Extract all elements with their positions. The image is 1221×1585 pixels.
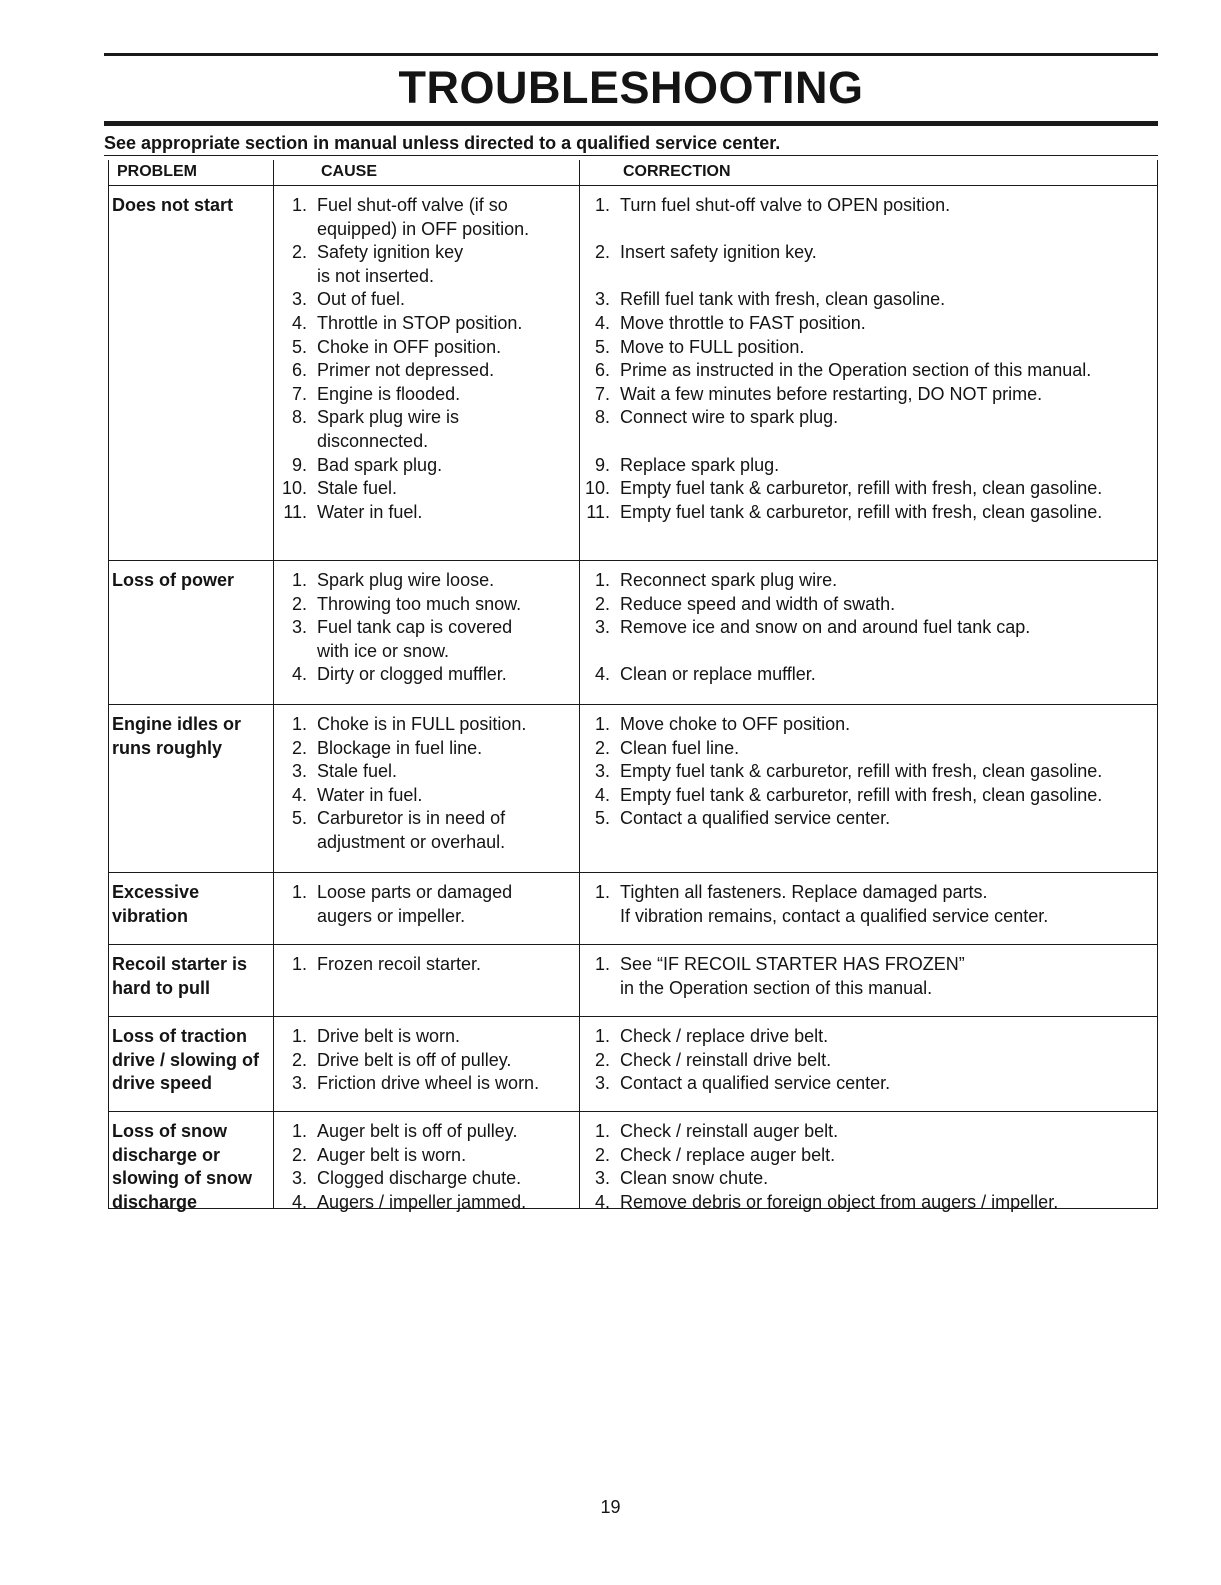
cause-number: 2.	[291, 593, 307, 614]
cause-item	[281, 663, 576, 687]
cause-number	[281, 218, 317, 242]
table-row	[108, 873, 1158, 945]
correction-column	[584, 569, 1159, 687]
cause-text: augers or impeller.	[317, 905, 466, 926]
correction-text: Remove debris or foreign object from augers / impeller.	[620, 1191, 1059, 1212]
correction-item	[584, 713, 1159, 737]
correction-number	[584, 265, 620, 289]
correction-item	[584, 265, 1159, 289]
cause-number: 1.	[291, 1121, 307, 1141]
correction-text: Check / reinstall drive belt.	[620, 1049, 832, 1070]
cause-item	[281, 501, 576, 525]
correction-text: Empty fuel tank & carburetor, refill with fresh, clean gasoline.	[620, 501, 1103, 522]
cause-item	[281, 406, 576, 430]
correction-text: Clean fuel line.	[620, 737, 740, 758]
correction-item	[584, 454, 1159, 478]
cause-text: Auger belt is worn.	[317, 1144, 467, 1165]
subtitle: See appropriate section in manual unless directed to a qualified service center.	[104, 133, 781, 153]
column-divider	[579, 705, 580, 872]
cause-column	[281, 953, 576, 977]
cause-column	[281, 713, 576, 855]
table-row	[108, 1017, 1158, 1112]
correction-number: 2.	[594, 737, 610, 758]
correction-number: 6.	[594, 360, 610, 381]
correction-item	[584, 406, 1159, 430]
cause-item	[281, 760, 576, 784]
cause-item	[281, 784, 576, 808]
correction-text: Clean snow chute.	[620, 1168, 769, 1189]
column-divider	[273, 186, 274, 560]
correction-number: 4.	[594, 784, 610, 805]
correction-item	[584, 1167, 1159, 1191]
correction-text: Empty fuel tank & carburetor, refill with fresh, clean gasoline.	[620, 784, 1103, 805]
correction-column	[584, 953, 1159, 1000]
cause-item	[281, 336, 576, 360]
correction-text: Refill fuel tank with fresh, clean gasoline.	[620, 289, 946, 310]
correction-text: Replace spark plug.	[620, 454, 780, 475]
correction-number: 7.	[594, 383, 610, 404]
column-divider	[579, 160, 580, 185]
correction-number: 1.	[594, 1026, 610, 1046]
cause-text: Out of fuel.	[317, 289, 406, 310]
header-problem: PROBLEM	[117, 163, 197, 180]
column-divider	[579, 561, 580, 704]
correction-text: Move choke to OFF position.	[620, 714, 851, 734]
troubleshooting-table	[108, 160, 1158, 1212]
correction-item	[584, 640, 1159, 664]
correction-item	[584, 737, 1159, 761]
correction-text	[620, 218, 1159, 242]
correction-text	[620, 430, 1159, 454]
correction-item	[584, 569, 1159, 593]
cause-text: Fuel tank cap is covered	[317, 617, 513, 638]
column-divider	[579, 945, 580, 1016]
correction-text: Connect wire to spark plug.	[620, 407, 839, 428]
correction-item	[584, 977, 1159, 1001]
cause-text: Carburetor is in need of	[317, 808, 506, 829]
cause-item	[281, 359, 576, 383]
cause-text: Choke in OFF position.	[317, 336, 502, 357]
cause-number: 2.	[291, 242, 307, 263]
cause-number: 2.	[291, 1049, 307, 1070]
correction-item	[584, 1072, 1159, 1096]
cause-number	[281, 430, 317, 454]
cause-item	[281, 383, 576, 407]
correction-column	[584, 1025, 1159, 1096]
cause-number: 1.	[291, 570, 307, 590]
cause-text: Water in fuel.	[317, 501, 423, 522]
cause-number: 1.	[291, 1026, 307, 1046]
cause-item	[281, 569, 576, 593]
cause-number: 7.	[291, 383, 307, 404]
correction-item	[584, 616, 1159, 640]
correction-number: 3.	[594, 289, 610, 310]
cause-text: Bad spark plug.	[317, 454, 443, 475]
correction-item	[584, 1049, 1159, 1073]
column-divider	[273, 1112, 274, 1208]
header-correction: CORRECTION	[623, 163, 731, 180]
table-row	[108, 1112, 1158, 1212]
cause-text: Water in fuel.	[317, 784, 423, 805]
problem-label: Excessive vibration	[112, 882, 200, 926]
cause-number	[281, 265, 317, 289]
cause-number: 1.	[291, 714, 307, 734]
cause-text: Drive belt is worn.	[317, 1026, 461, 1046]
cause-item	[281, 1049, 576, 1073]
cause-number: 8.	[291, 407, 307, 428]
cause-number: 3.	[291, 289, 307, 310]
header-cause: CAUSE	[321, 163, 378, 180]
problem-label: Loss of snow discharge or slowing of snow discharge	[112, 1121, 252, 1212]
column-divider	[579, 873, 580, 944]
cause-text: Friction drive wheel is worn.	[317, 1073, 540, 1094]
correction-text: Turn fuel shut-off valve to OPEN position.	[620, 195, 951, 215]
cause-text: Frozen recoil starter.	[317, 954, 482, 974]
cause-number: 4.	[291, 784, 307, 805]
correction-number: 1.	[594, 195, 610, 215]
table-body	[108, 186, 1158, 1212]
correction-item	[584, 312, 1159, 336]
cause-item	[281, 312, 576, 336]
cause-item	[281, 593, 576, 617]
correction-number: 8.	[594, 407, 610, 428]
column-divider	[579, 186, 580, 560]
correction-item	[584, 241, 1159, 265]
correction-number: 3.	[594, 1168, 610, 1189]
correction-item	[584, 784, 1159, 808]
cause-text: with ice or snow.	[317, 640, 450, 661]
cause-text: equipped) in OFF position.	[317, 218, 530, 239]
column-divider	[273, 945, 274, 1016]
correction-number	[584, 430, 620, 454]
correction-item	[584, 760, 1159, 784]
cause-text: Choke is in FULL position.	[317, 714, 527, 734]
cause-item	[281, 218, 576, 242]
cause-number: 5.	[291, 336, 307, 357]
correction-number: 1.	[594, 570, 610, 590]
correction-text: Reconnect spark plug wire.	[620, 570, 838, 590]
cause-number: 2.	[291, 1144, 307, 1165]
column-divider	[273, 561, 274, 704]
cause-item	[281, 737, 576, 761]
cause-item	[281, 430, 576, 454]
cause-number: 6.	[291, 360, 307, 381]
cause-number: 4.	[291, 664, 307, 685]
cause-item	[281, 194, 576, 218]
correction-item	[584, 881, 1159, 905]
correction-item	[584, 1025, 1159, 1049]
correction-text: See “IF RECOIL STARTER HAS FROZEN”	[620, 954, 965, 974]
correction-item	[584, 359, 1159, 383]
correction-text: Empty fuel tank & carburetor, refill with fresh, clean gasoline.	[620, 761, 1103, 782]
correction-number: 4.	[594, 312, 610, 333]
cause-number: 3.	[291, 1073, 307, 1094]
cause-text: Stale fuel.	[317, 761, 398, 782]
cause-number: 4.	[291, 312, 307, 333]
correction-text: Check / replace drive belt.	[620, 1026, 829, 1046]
cause-text: Throwing too much snow.	[317, 593, 522, 614]
correction-number: 1.	[594, 714, 610, 734]
cause-text: Engine is flooded.	[317, 383, 461, 404]
correction-item	[584, 1120, 1159, 1144]
cause-text: Blockage in fuel line.	[317, 737, 483, 758]
cause-number: 1.	[291, 195, 307, 215]
cause-item	[281, 1167, 576, 1191]
cause-text: is not inserted.	[317, 265, 435, 286]
cause-item	[281, 241, 576, 265]
cause-text: Dirty or clogged muffler.	[317, 664, 507, 685]
cause-item	[281, 265, 576, 289]
cause-text: Primer not depressed.	[317, 360, 495, 381]
correction-number: 3.	[594, 617, 610, 638]
cause-column	[281, 569, 576, 687]
correction-item	[584, 807, 1159, 831]
correction-text: Move to FULL position.	[620, 336, 805, 357]
correction-number: 1.	[594, 882, 610, 902]
correction-number	[584, 640, 620, 664]
cause-column	[281, 1025, 576, 1096]
cause-text: Auger belt is off of pulley.	[317, 1121, 518, 1141]
cause-column	[281, 881, 576, 928]
top-rule	[104, 53, 1158, 56]
cause-item	[281, 905, 576, 929]
correction-item	[584, 194, 1159, 218]
correction-number: 3.	[594, 1073, 610, 1094]
correction-item	[584, 663, 1159, 687]
cause-item	[281, 1072, 576, 1096]
table-row	[108, 561, 1158, 705]
column-divider	[273, 160, 274, 185]
correction-item	[584, 477, 1159, 501]
cause-item	[281, 713, 576, 737]
correction-text	[620, 640, 1159, 664]
problem-label: Engine idles or runs roughly	[112, 714, 242, 758]
cause-text: Spark plug wire loose.	[317, 570, 495, 590]
column-divider	[579, 1017, 580, 1111]
table-row	[108, 705, 1158, 873]
correction-text: Clean or replace muffler.	[620, 664, 816, 685]
cause-item	[281, 1191, 576, 1215]
correction-text: Reduce speed and width of swath.	[620, 593, 896, 614]
cause-number: 3.	[291, 617, 307, 638]
correction-text: Contact a qualified service center.	[620, 1073, 891, 1094]
correction-column	[584, 1120, 1159, 1214]
cause-text: Stale fuel.	[317, 478, 398, 499]
cause-item	[281, 881, 576, 905]
page-title: TROUBLESHOOTING	[398, 62, 864, 113]
column-divider	[273, 705, 274, 872]
correction-item	[584, 218, 1159, 242]
problem-label: Loss of traction drive / slowing of drive speed	[112, 1026, 260, 1094]
correction-item	[584, 288, 1159, 312]
correction-text: Tighten all fasteners. Replace damaged parts.	[620, 882, 988, 902]
correction-number: 2.	[594, 593, 610, 614]
cause-item	[281, 640, 576, 664]
problem-label: Recoil starter is hard to pull	[112, 954, 248, 998]
cause-number: 10.	[281, 478, 307, 499]
table-header	[108, 160, 1158, 186]
correction-item	[584, 593, 1159, 617]
correction-item	[584, 430, 1159, 454]
correction-number: 1.	[594, 1121, 610, 1141]
table-row	[108, 186, 1158, 561]
correction-text: Prime as instructed in the Operation section of this manual.	[620, 360, 1092, 381]
correction-column	[584, 194, 1159, 524]
cause-number: 5.	[291, 808, 307, 829]
cause-text: Clogged discharge chute.	[317, 1168, 522, 1189]
correction-number: 3.	[594, 761, 610, 782]
column-divider	[273, 873, 274, 944]
correction-number: 2.	[594, 1049, 610, 1070]
correction-number: 5.	[594, 336, 610, 357]
correction-text: Check / reinstall auger belt.	[620, 1121, 839, 1141]
cause-text: Safety ignition key	[317, 242, 464, 263]
correction-item	[584, 336, 1159, 360]
correction-number: 2.	[594, 242, 610, 263]
correction-number	[584, 977, 620, 1001]
cause-item	[281, 1120, 576, 1144]
correction-number: 2.	[594, 1144, 610, 1165]
correction-text: Check / replace auger belt.	[620, 1144, 836, 1165]
correction-column	[584, 881, 1159, 928]
correction-number: 9.	[594, 454, 610, 475]
cause-text: Spark plug wire is	[317, 407, 460, 428]
problem-label: Does not start	[112, 195, 234, 215]
table-row	[108, 945, 1158, 1017]
correction-item	[584, 953, 1159, 977]
column-divider	[273, 1017, 274, 1111]
correction-text: Remove ice and snow on and around fuel tank cap.	[620, 617, 1031, 638]
cause-text: disconnected.	[317, 430, 429, 451]
cause-number: 3.	[291, 761, 307, 782]
correction-item	[584, 383, 1159, 407]
correction-item	[584, 1191, 1159, 1215]
cause-number: 9.	[291, 454, 307, 475]
column-divider	[579, 1112, 580, 1208]
cause-number: 11.	[283, 501, 307, 522]
correction-text: Contact a qualified service center.	[620, 808, 891, 829]
correction-number: 11.	[586, 501, 610, 522]
correction-text: Wait a few minutes before restarting, DO NOT prime.	[620, 383, 1043, 404]
cause-item	[281, 616, 576, 640]
page-number: 19	[600, 1497, 621, 1517]
correction-number: 5.	[594, 808, 610, 829]
cause-number: 3.	[291, 1168, 307, 1189]
cause-text: Throttle in STOP position.	[317, 312, 523, 333]
cause-text: adjustment or overhaul.	[317, 831, 506, 852]
correction-text: Empty fuel tank & carburetor, refill with fresh, clean gasoline.	[620, 478, 1103, 499]
cause-text: Fuel shut-off valve (if so	[317, 195, 508, 215]
cause-number	[281, 905, 317, 929]
cause-item	[281, 1144, 576, 1168]
cause-number: 1.	[291, 954, 307, 974]
cause-number: 1.	[291, 882, 307, 902]
cause-item	[281, 477, 576, 501]
cause-item	[281, 1025, 576, 1049]
cause-column	[281, 1120, 576, 1214]
cause-text: Augers / impeller jammed.	[317, 1191, 527, 1212]
correction-text: in the Operation section of this manual.	[620, 977, 933, 998]
correction-item	[584, 905, 1159, 929]
cause-number	[281, 831, 317, 855]
problem-label: Loss of power	[112, 570, 235, 590]
cause-item	[281, 953, 576, 977]
correction-number: 4.	[594, 1191, 610, 1212]
correction-number	[584, 905, 620, 929]
header-rule	[104, 155, 1158, 156]
correction-number: 10.	[584, 478, 610, 499]
cause-item	[281, 831, 576, 855]
correction-number	[584, 218, 620, 242]
correction-item	[584, 501, 1159, 525]
correction-text	[620, 265, 1159, 289]
cause-item	[281, 807, 576, 831]
cause-text: Loose parts or damaged	[317, 882, 513, 902]
correction-text: If vibration remains, contact a qualified service center.	[620, 905, 1049, 926]
correction-column	[584, 713, 1159, 831]
title-rule	[104, 121, 1158, 126]
correction-text: Insert safety ignition key.	[620, 242, 817, 263]
correction-text: Move throttle to FAST position.	[620, 312, 866, 333]
cause-column	[281, 194, 576, 524]
cause-item	[281, 454, 576, 478]
cause-number	[281, 640, 317, 664]
cause-item	[281, 288, 576, 312]
correction-number: 4.	[594, 664, 610, 685]
cause-text: Drive belt is off of pulley.	[317, 1049, 512, 1070]
correction-number: 1.	[594, 954, 610, 974]
cause-number: 2.	[291, 737, 307, 758]
cause-number: 4.	[291, 1191, 307, 1212]
correction-item	[584, 1144, 1159, 1168]
